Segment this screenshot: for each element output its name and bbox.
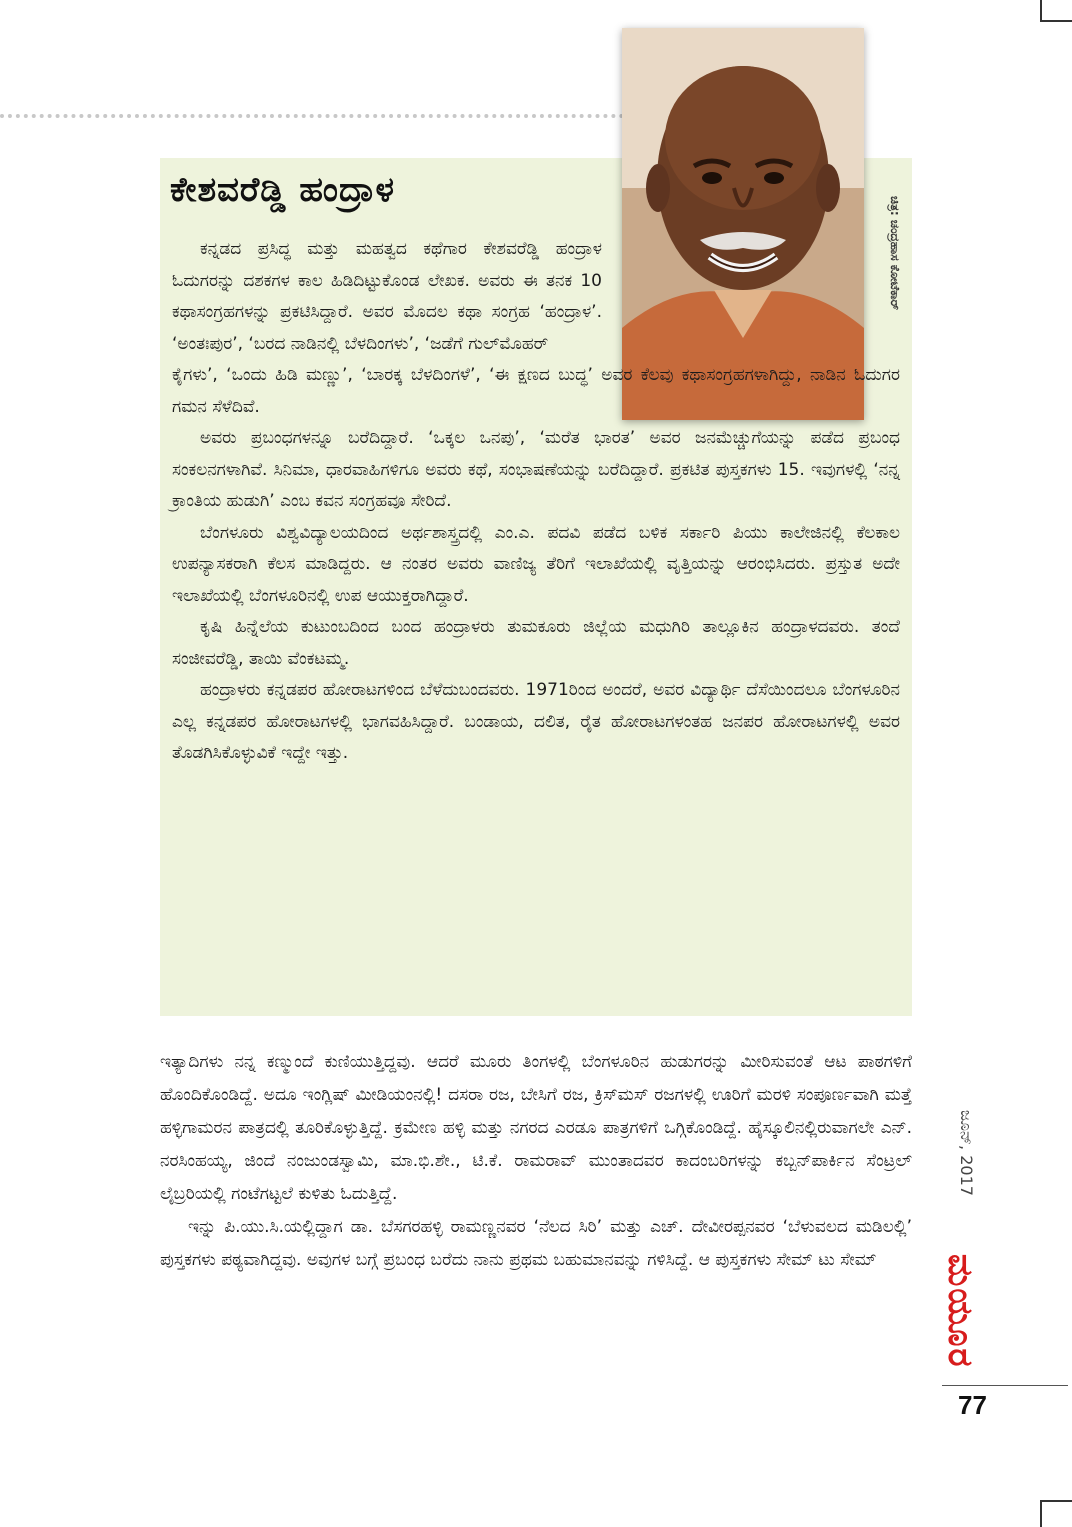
profile-paragraph: ಕೈಗಳು’, ‘ಒಂದು ಹಿಡಿ ಮಣ್ಣು’, ‘ಬಾರಕ್ಕ ಬೆಳದಿಂಗಳೆ’, ‘ಈ ಕ್ಷಣದ ಬುದ್ಧ’ ಅವರ ಕೆಲವು ಕಥಾಸಂಗ್ರಹಗಳಾಗಿದ್ದು, ನಾಡಿನ ಓದುಗರ ಗಮನ ಸೆಳೆದಿವೆ.	[172, 365, 900, 417]
photo-credit: ಚಿತ್ರ: ಚಂದ್ರಹಾಸ ಕೋಟೆಕಾರ್	[888, 196, 902, 311]
dotted-divider	[0, 114, 640, 118]
article-paragraph: ಇತ್ಯಾದಿಗಳು ನನ್ನ ಕಣ್ಮುಂದೆ ಕುಣಿಯುತ್ತಿದ್ದವು. ಆದರೆ ಮೂರು ತಿಂಗಳಲ್ಲಿ ಬೆಂಗಳೂರಿನ ಹುಡುಗರನ್ನು ಮೀರಿಸುವಂತೆ ಆಟ ಪಾಠಗಳಿಗೆ ಹೊಂದಿಕೊಂಡಿದ್ದೆ. ಅದೂ ಇಂಗ್ಲಿಷ್ ಮೀಡಿಯಂನಲ್ಲಿ! ದಸರಾ ರಜ, ಬೇಸಿಗೆ ರಜ, ಕ್ರಿಸ್‌ಮಸ್ ರಜಗಳಲ್ಲಿ ಊರಿಗೆ ಮರಳಿ ಸಂಪೂರ್ಣವಾಗಿ ಮತ್ತೆ ಹಳ್ಳಿಗಾಮರನ ಪಾತ್ರದಲ್ಲಿ ತೂರಿಕೊಳ್ಳುತ್ತಿದ್ದೆ. ಕ್ರಮೇಣ ಹಳ್ಳಿ ಮತ್ತು ನಗರದ ಎರಡೂ ಪಾತ್ರಗಳಿಗೆ ಒಗ್ಗಿಕೊಂಡಿದ್ದೆ. ಹೈಸ್ಕೂಲಿನಲ್ಲಿರುವಾಗಲೇ ಎನ್. ನರಸಿಂಹಯ್ಯ, ಜಿಂದೆ ನಂಜುಂಡಸ್ವಾಮಿ, ಮಾ.ಭಿ.ಶೇ., ಟಿ.ಕೆ. ರಾಮರಾವ್ ಮುಂತಾದವರ ಕಾದಂಬರಿಗಳನ್ನು ಕಬ್ಬನ್‌ಪಾರ್ಕಿನ ಸೆಂಟ್ರಲ್ ಲೈಬ್ರರಿಯಲ್ಲಿ ಗಂಟೆಗಟ್ಟಲೆ ಕುಳಿತು ಓದುತ್ತಿದ್ದೆ.	[160, 1052, 912, 1204]
profile-paragraph: ಬೆಂಗಳೂರು ವಿಶ್ವವಿದ್ಯಾಲಯದಿಂದ ಅರ್ಥಶಾಸ್ತ್ರದಲ್ಲಿ ಎಂ.ಎ. ಪದವಿ ಪಡೆದ ಬಳಿಕ ಸರ್ಕಾರಿ ಪಿಯು ಕಾಲೇಜಿನಲ್ಲಿ ಕೆಲಕಾಲ ಉಪನ್ಯಾಸಕರಾಗಿ ಕೆಲಸ ಮಾಡಿದ್ದರು. ಆ ನಂತರ ಅವರು ವಾಣಿಜ್ಯ ತೆರಿಗೆ ಇಲಾಖೆಯಲ್ಲಿ ವೃತ್ತಿಯನ್ನು ಆರಂಭಿಸಿದರು. ಪ್ರಸ್ತುತ ಅದೇ ಇಲಾಖೆಯಲ್ಲಿ ಬೆಂಗಳೂರಿನಲ್ಲಿ ಉಪ ಆಯುಕ್ತರಾಗಿದ್ದಾರೆ.	[172, 522, 900, 606]
issue-date: ಜೂನ್, 2017	[957, 1110, 976, 1196]
magazine-brand: ಮಯೂರ	[940, 1254, 980, 1369]
profile-paragraph: ಅವರು ಪ್ರಬಂಧಗಳನ್ನೂ ಬರೆದಿದ್ದಾರೆ. ‘ಒಕ್ಕಲ ಒನಪು’, ‘ಮರೆತ ಭಾರತ’ ಅವರ ಜನಮೆಚ್ಚುಗೆಯನ್ನು ಪಡೆದ ಪ್ರಬಂಧ ಸಂಕಲನಗಳಾಗಿವೆ. ಸಿನಿಮಾ, ಧಾರವಾಹಿಗಳಿಗೂ ಅವರು ಕಥೆ, ಸಂಭಾಷಣೆಯನ್ನು ಬರೆದಿದ್ದಾರೆ. ಪ್ರಕಟಿತ ಪುಸ್ತಕಗಳು 15. ಇವುಗಳಲ್ಲಿ ‘ನನ್ನ ಕ್ರಾಂತಿಯ ಹುಡುಗಿ’ ಎಂಬ ಕವನ ಸಂಗ್ರಹವೂ ಸೇರಿದೆ.	[172, 428, 900, 511]
profile-body	[172, 234, 900, 770]
profile-paragraph: ಕೃಷಿ ಹಿನ್ನೆಲೆಯ ಕುಟುಂಬದಿಂದ ಬಂದ ಹಂದ್ರಾಳರು ತುಮಕೂರು ಜಿಲ್ಲೆಯ ಮಧುಗಿರಿ ತಾಲ್ಲೂಕಿನ ಹಂದ್ರಾಳದವರು. ತಂದೆ ಸಂಜೀವರೆಡ್ಡಿ, ತಾಯಿ ವೆಂಕಟಮ್ಮ.	[172, 617, 900, 669]
article-body	[160, 1046, 912, 1277]
page-number-rule	[942, 1385, 1068, 1386]
profile-paragraph: ಹಂದ್ರಾಳರು ಕನ್ನಡಪರ ಹೋರಾಟಗಳಿಂದ ಬೆಳೆದುಬಂದವರು. 1971ರಿಂದ ಅಂದರೆ, ಅವರ ವಿದ್ಯಾರ್ಥಿ ದೆಸೆಯಿಂದಲೂ ಬೆಂಗಳೂರಿನ ಎಲ್ಲ ಕನ್ನಡಪರ ಹೋರಾಟಗಳಲ್ಲಿ ಭಾಗವಹಿಸಿದ್ದಾರೆ. ಬಂಡಾಯ, ದಲಿತ, ರೈತ ಹೋರಾಟಗಳಂತಹ ಜನಪರ ಹೋರಾಟಗಳಲ್ಲಿ ಅವರ ತೊಡಗಿಸಿಕೊಳ್ಳುವಿಕೆ ಇದ್ದೇ ಇತ್ತು.	[172, 680, 900, 763]
crop-mark-bottom	[1040, 1500, 1072, 1527]
profile-title: ಕೇಶವರೆಡ್ಡಿ ಹಂದ್ರಾಳ	[170, 170, 395, 210]
article-paragraph: ಇನ್ನು ಪಿ.ಯು.ಸಿ.ಯಲ್ಲಿದ್ದಾಗ ಡಾ. ಬೆಸಗರಹಳ್ಳಿ ರಾಮಣ್ಣನವರ ‘ನೆಲದ ಸಿರಿ’ ಮತ್ತು ಎಚ್. ದೇವೀರಪ್ಪನವರ ‘ಬೆಳುವಲದ ಮಡಿಲಲ್ಲಿ’ ಪುಸ್ತಕಗಳು ಪಠ್ಯವಾಗಿದ್ದವು. ಅವುಗಳ ಬಗ್ಗೆ ಪ್ರಬಂಧ ಬರೆದು ನಾನು ಪ್ರಥಮ ಬಹುಮಾನವನ್ನು ಗಳಿಸಿದ್ದೆ. ಆ ಪುಸ್ತಕಗಳು ಸೇಮ್ ಟು ಸೇಮ್	[160, 1217, 912, 1270]
page-number: 77	[958, 1390, 987, 1420]
profile-paragraph: ಕನ್ನಡದ ಪ್ರಸಿದ್ಧ ಮತ್ತು ಮಹತ್ವದ ಕಥೆಗಾರ ಕೇಶವರೆಡ್ಡಿ ಹಂದ್ರಾಳ ಓದುಗರನ್ನು ದಶಕಗಳ ಕಾಲ ಹಿಡಿದಿಟ್ಟುಕೊಂಡ ಲೇಖಕ. ಅವರು ಈ ತನಕ 10 ಕಥಾಸಂಗ್ರಹಗಳನ್ನು ಪ್ರಕಟಿಸಿದ್ದಾರೆ. ಅವರ ಮೊದಲ ಕಥಾ ಸಂಗ್ರಹ ‘ಹಂದ್ರಾಳ’. ‘ಅಂತಃಪುರ’, ‘ಬರದ ನಾಡಿನಲ್ಲಿ ಬೆಳದಿಂಗಳು’, ‘ಜಡೆಗೆ ಗುಲ್‌ಮೊಹರ್	[172, 239, 602, 354]
crop-mark-top	[1040, 0, 1072, 22]
